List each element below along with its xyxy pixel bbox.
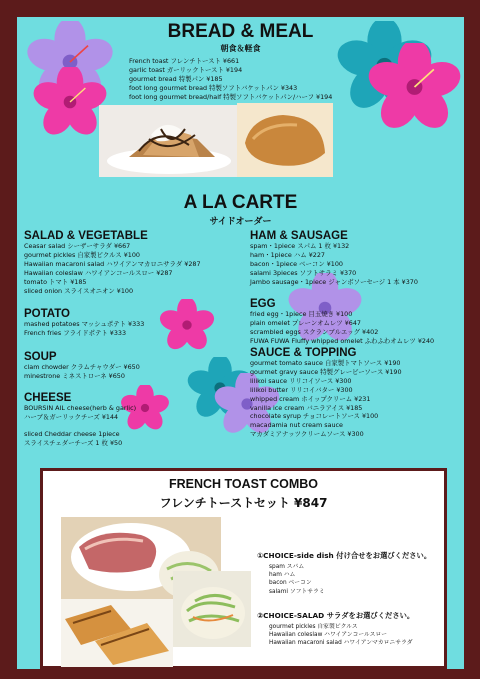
bread-section-title: BREAD & MEAL [167, 21, 314, 42]
menu-item: ham・1piece ハム ¥227 [250, 250, 325, 259]
menu-item: fried egg・1piece 目玉焼き ¥100 [250, 310, 353, 318]
menu-item: foot long gourmet bread/half 特製ソフトバケットパン/ハーフ ¥194 [129, 92, 333, 101]
menu-item: lilikoi butter リリコイバター ¥300 [250, 385, 353, 394]
menu-item: bacon・1piece ベーコン ¥100 [250, 259, 344, 268]
bread-section-subtitle: 朝食＆軽食 [220, 44, 261, 53]
menu-item: BOURSIN AIL cheese(herb & garlic) [24, 404, 137, 412]
french-toast-photo [99, 105, 239, 177]
menu-item: sliced onion スライスオニオン ¥100 [24, 286, 134, 295]
choice-option: salami ソフトサラミ [269, 588, 325, 595]
combo-subtitle: フレンチトーストセット ¥847 [159, 496, 328, 510]
ham-section-title: HAM & SAUSAGE [250, 230, 348, 242]
menu-panel [17, 17, 464, 669]
salad-section-title: SALAD & VEGETABLE [24, 230, 148, 242]
ham-section [250, 230, 418, 287]
cheese-section [24, 392, 136, 448]
gourmet-bread-photo [237, 103, 333, 177]
menu-item: ハーブ＆ガーリックチーズ ¥144 [24, 412, 119, 421]
choice-salad-section [257, 611, 414, 648]
menu-item: minestrone ミネストローネ ¥650 [24, 371, 125, 380]
menu-item: Hawaiian coleslaw ハワイアンコールスロー ¥287 [24, 268, 173, 277]
menu-item: scrambled eggs スクランブルエッグ ¥402 [250, 327, 379, 336]
menu-item: macadamia nut cream sauce [250, 421, 343, 430]
menu-item: gourmet tomato sauce 自家製トマトソース ¥190 [250, 359, 401, 367]
french-toast-combo-photo [61, 599, 173, 667]
menu-item: garlic toast ガーリックトースト ¥194 [129, 65, 243, 74]
choice-option: ham ハム [269, 572, 296, 579]
sauce-section-title: SAUCE & TOPPING [250, 347, 357, 359]
menu-item: マカダミアナッツクリームソース ¥300 [250, 430, 364, 439]
choice-option: Hawaiian macaroni salad ハワイアンマカロニサラダ [269, 640, 413, 647]
menu-item: plain omelet プレーンオムレツ ¥647 [250, 318, 361, 327]
choice-option: spam スパム [269, 564, 305, 570]
egg-section [250, 298, 434, 346]
menu-item: spam・1piece スパム 1 枚 ¥132 [250, 242, 350, 250]
hibiscus-flower-icon [157, 299, 217, 351]
soup-section-title: SOUP [24, 351, 57, 363]
menu-item: French toast フレンチトースト ¥661 [129, 57, 240, 65]
menu-item: Hawaiian macaroni salad ハワイアンマカロニサラダ ¥287 [24, 259, 201, 268]
menu-item: clam chowder クラムチャウダー ¥650 [24, 363, 140, 371]
choice-sidedish-title: ①CHOICE-side dish 付け合せをお選びください。 [257, 551, 432, 560]
alacarte-section-title: A LA CARTE [183, 192, 298, 213]
french-toast-combo-box [40, 468, 447, 669]
menu-item: mashed potatoes マッシュポテト ¥333 [24, 320, 145, 328]
menu-item: whipped cream ホイップクリーム ¥231 [250, 394, 371, 403]
menu-item: foot long gourmet bread 特製ソフトバケットパン ¥343 [129, 83, 298, 92]
coleslaw-photo [173, 571, 251, 647]
potato-section [24, 308, 144, 338]
menu-item: lilikoi sauce リリコイソース ¥300 [250, 376, 352, 385]
cheese-section-title: CHEESE [24, 392, 72, 404]
choice-option: gourmet pickles 自家製ピクルス [269, 624, 358, 630]
menu-item: gourmet bread 特製パン ¥185 [129, 74, 223, 83]
combo-title: FRENCH TOAST COMBO [168, 477, 319, 491]
menu-item: French fries フライドポテト ¥333 [24, 328, 127, 337]
menu-item: gourmet pickles 自家製ピクルス ¥100 [24, 250, 140, 259]
hibiscus-flower-icon [367, 43, 462, 131]
egg-section-title: EGG [250, 298, 276, 310]
alacarte-section-subtitle: サイドオーダー [209, 217, 272, 227]
menu-item: sliced Cheddar cheese 1piece [24, 429, 120, 438]
choice-salad-title: ②CHOICE-SALAD サラダをお選びください。 [257, 611, 415, 620]
menu-item: Ceasar salad シーザーサラダ ¥667 [24, 242, 131, 250]
choice-sidedish-section [257, 551, 431, 596]
menu-item: Jambo sausage・1piece ジャンボソーセージ 1 本 ¥370 [250, 277, 418, 286]
menu-item: salami 3pieces ソフトサラミ ¥370 [250, 268, 357, 277]
soup-section [24, 351, 140, 381]
potato-section-title: POTATO [24, 308, 70, 320]
bread-menu-list [129, 57, 332, 102]
menu-item: gourmet gravy sauce 特製グレービーソース ¥190 [250, 367, 402, 376]
menu-item: chocolate syrup チョコレートソース ¥100 [250, 412, 379, 421]
sauce-section [250, 347, 402, 439]
menu-item: tomato トマト ¥185 [24, 277, 87, 286]
menu-item: vanilla ice cream バニラアイス ¥185 [250, 403, 363, 412]
choice-option: Hawaiian coleslaw ハワイアンコールスロー [269, 632, 388, 639]
salad-section [24, 230, 201, 295]
menu-item: スライスチェダーチーズ 1 枚 ¥50 [24, 438, 123, 447]
menu-item: FUWA FUWA Fluffy whipped omelet ふわふわオムレツ ¥240 [250, 336, 435, 345]
choice-option: bacon ベーコン [269, 580, 312, 587]
